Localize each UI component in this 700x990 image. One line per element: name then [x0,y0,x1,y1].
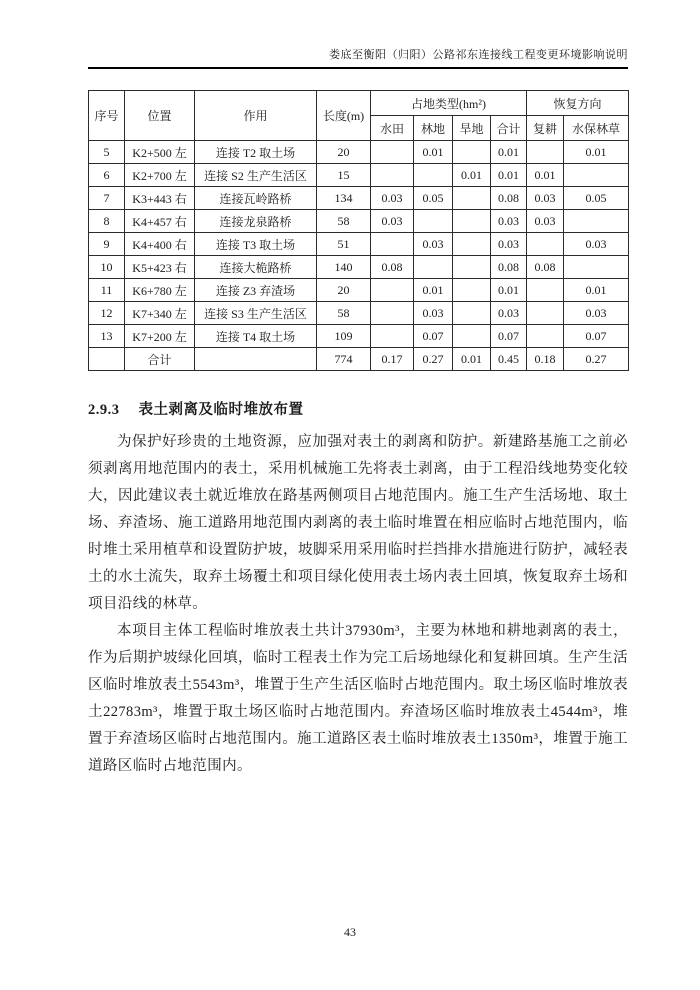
cell-seq [89,348,125,371]
land-occupation-table [88,90,629,371]
cell-forest: 0.01 [414,141,453,164]
cell-length: 134 [317,187,371,210]
cell-recultivation [527,141,564,164]
cell-purpose: 连接 T4 取土场 [195,325,317,348]
header-subtotal: 合计 [491,116,527,141]
page-number: 43 [344,925,356,939]
header-title: 娄底至衡阳（归阳）公路祁东连接线工程变更环境影响说明 [329,49,628,61]
cell-forest [414,164,453,187]
cell-forest: 0.01 [414,279,453,302]
table-body [89,141,629,371]
cell-purpose: 连接 T3 取土场 [195,233,317,256]
cell-length: 20 [317,279,371,302]
cell-dry: 0.01 [453,164,491,187]
cell-seq: 10 [89,256,125,279]
cell-forest: 0.07 [414,325,453,348]
cell-dry [453,256,491,279]
cell-swfg: 0.07 [564,325,629,348]
cell-subtotal: 0.08 [491,256,527,279]
table-row [89,348,629,371]
cell-subtotal: 0.01 [491,279,527,302]
cell-purpose: 连接龙泉路桥 [195,210,317,233]
header-length: 长度(m) [317,91,371,141]
cell-paddy [371,302,414,325]
cell-paddy: 0.17 [371,348,414,371]
table-row [89,141,629,164]
cell-paddy: 0.08 [371,256,414,279]
cell-length: 15 [317,164,371,187]
table-row [89,210,629,233]
header-rule [88,67,628,69]
cell-recultivation [527,233,564,256]
cell-paddy [371,279,414,302]
cell-swfg: 0.01 [564,141,629,164]
header-land-type-group: 占地类型(hm²) [371,91,527,116]
cell-purpose: 连接大桅路桥 [195,256,317,279]
cell-recultivation: 0.08 [527,256,564,279]
cell-location: K5+423 右 [125,256,195,279]
cell-location: K2+700 左 [125,164,195,187]
cell-location: K4+400 右 [125,233,195,256]
cell-length: 51 [317,233,371,256]
cell-paddy: 0.03 [371,187,414,210]
cell-forest: 0.03 [414,302,453,325]
table-header-row-1 [89,91,629,116]
cell-purpose: 连接 T2 取土场 [195,141,317,164]
table-row [89,279,629,302]
cell-seq: 5 [89,141,125,164]
table-row [89,187,629,210]
cell-subtotal: 0.01 [491,141,527,164]
cell-dry [453,302,491,325]
cell-dry [453,325,491,348]
cell-forest [414,210,453,233]
cell-recultivation: 0.01 [527,164,564,187]
section-heading [88,398,628,419]
cell-forest: 0.27 [414,348,453,371]
table-row [89,233,629,256]
cell-seq: 7 [89,187,125,210]
page-header [88,0,628,69]
table-row [89,325,629,348]
cell-swfg: 0.03 [564,233,629,256]
cell-location: K6+780 左 [125,279,195,302]
header-dry: 旱地 [453,116,491,141]
cell-swfg: 0.05 [564,187,629,210]
cell-location: K7+200 左 [125,325,195,348]
body-text [88,429,628,780]
cell-dry [453,210,491,233]
cell-recultivation [527,279,564,302]
cell-dry [453,187,491,210]
cell-paddy [371,141,414,164]
cell-swfg: 0.27 [564,348,629,371]
cell-length: 58 [317,210,371,233]
cell-recultivation: 0.18 [527,348,564,371]
cell-subtotal: 0.08 [491,187,527,210]
section-number: 2.9.3 [88,402,120,418]
page-content [88,0,628,780]
cell-seq: 8 [89,210,125,233]
header-forest: 林地 [414,116,453,141]
cell-seq: 11 [89,279,125,302]
cell-seq: 12 [89,302,125,325]
cell-dry: 0.01 [453,348,491,371]
cell-purpose [195,348,317,371]
cell-paddy: 0.03 [371,210,414,233]
cell-length: 20 [317,141,371,164]
cell-swfg: 0.03 [564,302,629,325]
header-seq: 序号 [89,91,125,141]
cell-recultivation [527,325,564,348]
cell-paddy [371,164,414,187]
cell-subtotal: 0.01 [491,164,527,187]
cell-purpose: 连接 S2 生产生活区 [195,164,317,187]
header-swfg: 水保林草 [564,116,629,141]
paragraph-2: 本项目主体工程临时堆放表土共计37930m³，主要为林地和耕地剥离的表土，作为后期护坡绿化回填，临时工程表土作为完工后场地绿化和复耕回填。生产生活区临时堆放表土5543m³，堆置于生产生活区临时占地范围内。取土场区临时堆放表土22783m³，堆置于取土场区临时占地范围内。弃渣场区临时堆放表土4544m³，堆置于弃渣场区临时占地范围内。施工道路区表土临时堆放表土1350m³，堆置于施工道路区临时占地范围内。 [88,623,628,774]
header-recultivation: 复耕 [527,116,564,141]
cell-swfg: 0.01 [564,279,629,302]
header-purpose: 作用 [195,91,317,141]
cell-length: 140 [317,256,371,279]
cell-location: K7+340 左 [125,302,195,325]
cell-location: K3+443 右 [125,187,195,210]
cell-recultivation [527,302,564,325]
cell-location: K2+500 左 [125,141,195,164]
cell-length: 109 [317,325,371,348]
cell-purpose: 连接 S3 生产生活区 [195,302,317,325]
cell-paddy [371,233,414,256]
cell-seq: 6 [89,164,125,187]
cell-recultivation: 0.03 [527,187,564,210]
cell-forest [414,256,453,279]
cell-swfg [564,256,629,279]
cell-dry [453,279,491,302]
cell-seq: 13 [89,325,125,348]
section-title: 表土剥离及临时堆放布置 [138,402,304,418]
cell-subtotal: 0.07 [491,325,527,348]
cell-forest: 0.03 [414,233,453,256]
paragraph-1: 为保护好珍贵的土地资源，应加强对表土的剥离和防护。新建路基施工之前必须剥离用地范围内的表土，采用机械施工先将表土剥离，由于工程沿线地势变化较大，因此建议表土就近堆放在路基两侧项目占地范围内。施工生产生活场地、取土场、弃渣场、施工道路用地范围内剥离的表土临时堆置在相应临时占地范围内，临时堆土采用植草和设置防护坡，坡脚采用采用临时拦挡排水措施进行防护，减轻表土的水土流失，取弃土场覆土和项目绿化使用表土场内表土回填，恢复取弃土场和项目沿线的林草。 [88,434,628,612]
table-row [89,164,629,187]
cell-seq: 9 [89,233,125,256]
cell-length: 58 [317,302,371,325]
cell-subtotal: 0.03 [491,302,527,325]
cell-dry [453,141,491,164]
cell-recultivation: 0.03 [527,210,564,233]
cell-paddy [371,325,414,348]
cell-subtotal: 0.03 [491,210,527,233]
cell-location: K4+457 右 [125,210,195,233]
cell-purpose: 连接 Z3 弃渣场 [195,279,317,302]
cell-location: 合计 [125,348,195,371]
table-head [89,91,629,141]
cell-length: 774 [317,348,371,371]
header-restore-group: 恢复方向 [527,91,629,116]
header-location: 位置 [125,91,195,141]
cell-swfg [564,210,629,233]
cell-forest: 0.05 [414,187,453,210]
cell-swfg [564,164,629,187]
cell-subtotal: 0.45 [491,348,527,371]
header-paddy: 水田 [371,116,414,141]
cell-purpose: 连接瓦岭路桥 [195,187,317,210]
cell-dry [453,233,491,256]
table-row [89,256,629,279]
cell-subtotal: 0.03 [491,233,527,256]
table-row [89,302,629,325]
